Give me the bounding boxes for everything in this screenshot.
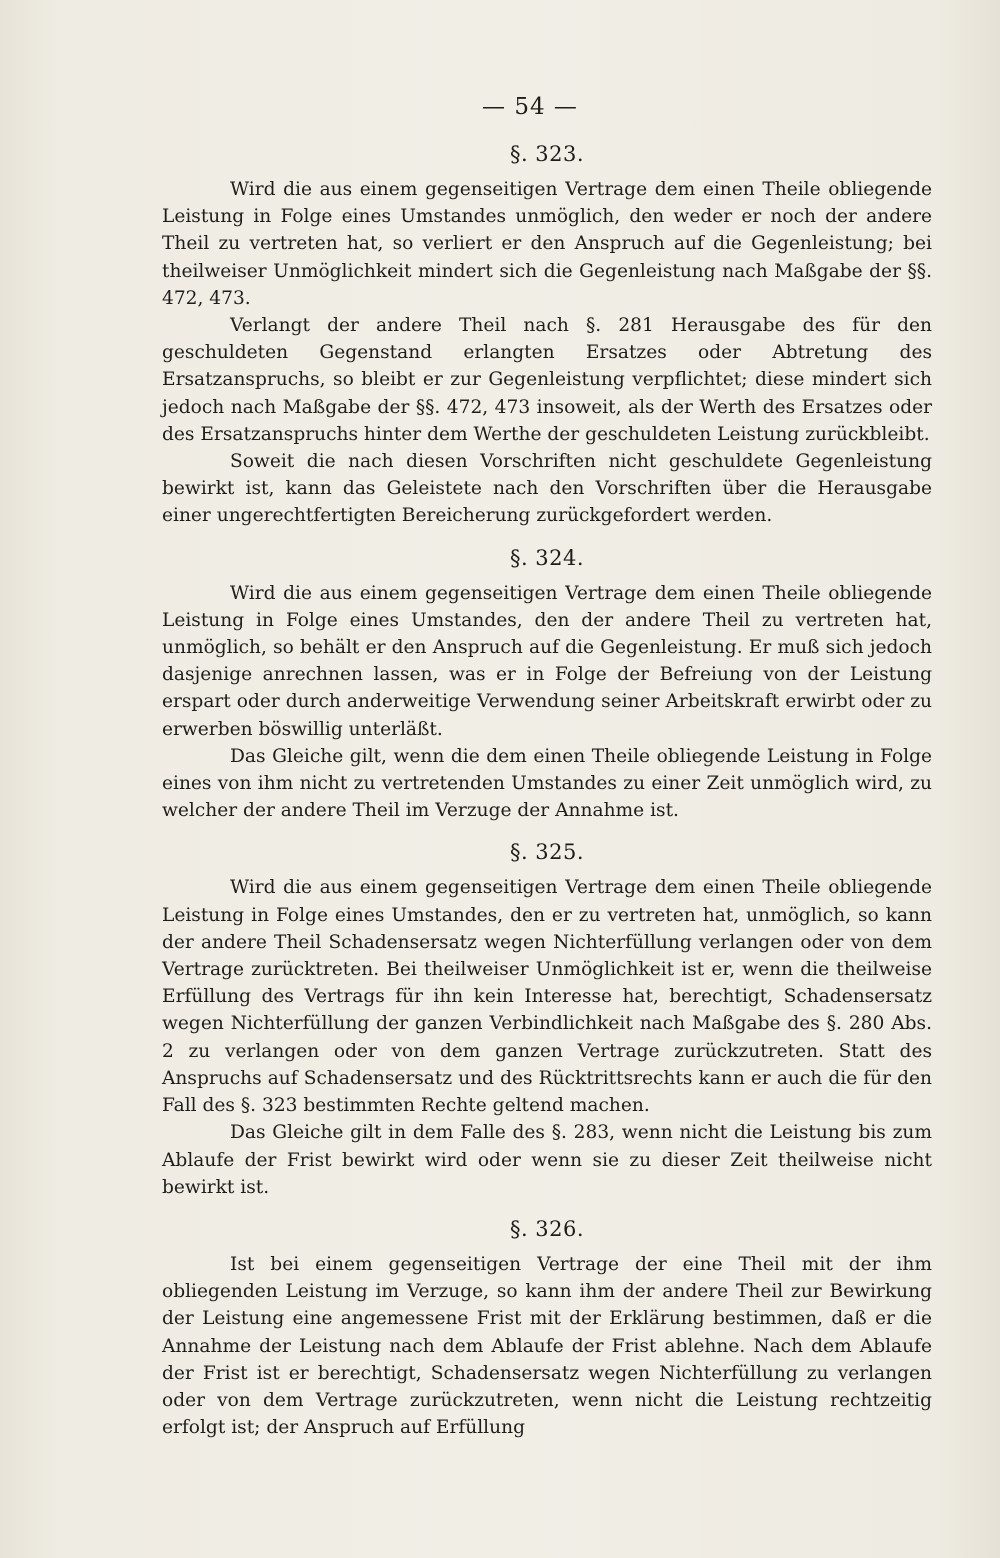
paragraph: Wird die aus einem gegenseitigen Vertrage dem einen Theile obliegende Leistung in Folge eines Umstandes, den der andere Theil zu vertreten hat, unmöglich, so behält er den Anspruch auf die Gegenleistung. Er muß sich jedoch dasjenige anrechnen lassen, was er in Folge der Befreiung von der Leistung erspart oder durch anderweitige Verwendung seiner Arbeitskraft erwirbt oder zu erwerben böswillig unterläßt. — [162, 582, 932, 740]
section-326 — [162, 1213, 932, 1441]
section-323 — [162, 138, 932, 530]
paragraph: Das Gleiche gilt, wenn die dem einen Theile obliegende Leistung in Folge eines von ihm nicht zu vertretenden Umstandes zu einer Zeit unmöglich wird, zu welcher der andere Theil im Verzuge der Annahme ist. — [162, 745, 932, 822]
page-content — [162, 138, 932, 1441]
paragraph: Ist bei einem gegenseitigen Vertrage der eine Theil mit der ihm obliegenden Leistung im Verzuge, so kann ihm der andere Theil zur Bewirkung der Leistung eine angemessene Frist mit der Erklärung bestimmen, daß er die Annahme der Leistung nach dem Ablaufe der Frist ablehne. Nach dem Ablaufe der Frist ist er berechtigt, Schadensersatz wegen Nichterfüllung zu verlangen oder von dem Vertrage zurückzutreten, wenn nicht die Leistung rechtzeitig erfolgt ist; der Anspruch auf Erfüllung — [162, 1253, 932, 1439]
paragraph: Das Gleiche gilt in dem Falle des §. 283, wenn nicht die Leistung bis zum Ablaufe der Frist bewirkt wird oder wenn sie zu dieser Zeit theilweise nicht bewirkt ist. — [162, 1122, 932, 1198]
section-heading: §. 325. — [509, 840, 585, 865]
paragraph: Wird die aus einem gegenseitigen Vertrage dem einen Theile obliegende Leistung in Folge eines Umstandes, den er zu vertreten hat, unmöglich, so kann der andere Theil Schadensersatz wegen Nichterfüllung verlangen oder von dem Vertrage zurücktreten. Bei theilweiser Unmöglichkeit ist er, wenn die theilweise Erfüllung des Vertrags für ihn kein Interesse hat, berechtigt, Schadensersatz wegen Nichterfüllung der ganzen Verbindlichkeit nach Maßgabe des §. 280 Abs. 2 zu verlangen oder von dem ganzen Vertrage zurückzutreten. Statt des Anspruchs auf Schadensersatz und des Rücktrittsrechts kann er auch die für den Fall des §. 323 bestimmten Rechte geltend machen. — [162, 877, 932, 1117]
paragraph: Verlangt der andere Theil nach §. 281 Herausgabe des für den geschuldeten Gegenstand erlangten Ersatzes oder Abtretung des Ersatzanspruchs, so bleibt er zur Gegenleistung verpflichtet; diese mindert sich jedoch nach Maßgabe der §§. 472, 473 insoweit, als der Werth des Ersatzes oder des Ersatzanspruchs hinter dem Werthe der geschuldeten Leistung zurückbleibt. — [162, 315, 932, 445]
section-324 — [162, 542, 932, 825]
paragraph: Wird die aus einem gegenseitigen Vertrage dem einen Theile obliegende Leistung in Folge eines Umstandes unmöglich, den weder er noch der andere Theil zu vertreten hat, so verliert er den Anspruch auf die Gegenleistung; bei theilweiser Unmöglichkeit mindert sich die Gegenleistung nach Maßgabe der §§. 472, 473. — [162, 179, 932, 309]
section-325 — [162, 836, 932, 1200]
section-heading: §. 326. — [509, 1216, 585, 1241]
section-heading: §. 324. — [509, 545, 585, 570]
section-heading: §. 323. — [509, 142, 585, 166]
page-number: — 54 — — [482, 94, 578, 120]
paragraph: Soweit die nach diesen Vorschriften nicht geschuldete Gegenleistung bewirkt ist, kann das Geleistete nach den Vorschriften über die Herausgabe einer ungerechtfertigten Bereicherung zurückgefordert werden. — [162, 451, 932, 527]
